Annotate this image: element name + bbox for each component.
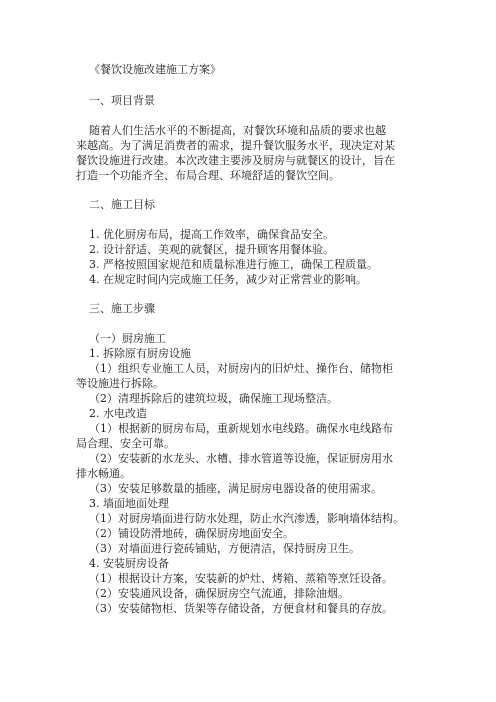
step-line: 3. 墙面地面处理 [89,497,169,510]
step-line: （2）安装新的水龙头、水槽、排水管道等设施，保证厨房用水 [89,452,393,465]
document-title: 《餐饮设施改建施工方案》 [89,63,221,76]
step-line: 2. 水电改造 [89,407,147,420]
step-line: （3）对墙面进行瓷砖铺贴，方便清洁，保持厨房卫生。 [89,542,360,555]
step-line: 4. 安装厨房设备 [89,557,169,570]
step-line: （2）铺设防滑地砖，确保厨房地面安全。 [89,527,294,540]
step-line: （1）组织专业施工人员，对厨房内的旧炉灶、操作台、储物柜 [89,362,393,375]
step-line: 等设施进行拆除。 [76,377,164,390]
paragraph-line: 打造一个功能齐全、布局合理、环境舒适的餐饮空间。 [76,169,340,182]
paragraph-line: 来越高。为了满足消费者的需求，提升餐饮服务水平，现决定对某 [76,139,395,152]
goal-item: 4. 在规定时间内完成施工任务，减少对正常营业的影响。 [89,273,367,286]
section-heading-background: 一、项目背景 [89,94,155,107]
goal-item: 1. 优化厨房布局，提高工作效率，确保食品安全。 [89,228,334,241]
step-line: （1）根据新的厨房布局，重新规划水电线路。确保水电线路布 [89,422,393,435]
step-line: （1）对厨房墙面进行防水处理，防止水汽渗透，影响墙体结构。 [89,512,404,525]
step-line: （3）安装储物柜、货架等存储设备，方便食材和餐具的存放。 [89,602,393,615]
paragraph-line: 随着人们生活水平的不断提高，对餐饮环境和品质的要求也越 [89,124,386,137]
goal-item: 3. 严格按照国家规范和质量标准进行施工，确保工程质量。 [89,258,378,271]
step-line: （2）清理拆除后的建筑垃圾，确保施工现场整洁。 [89,392,338,405]
step-line: 1. 拆除原有厨房设施 [89,347,191,360]
goal-item: 2. 设计舒适、美观的就餐区，提升顾客用餐体验。 [89,243,334,256]
section-heading-steps: 三、施工步骤 [89,302,155,315]
step-line: （2）安装通风设备，确保厨房空气流通，排除油烟。 [89,587,349,600]
step-line: （3）安装足够数量的插座，满足厨房电器设备的使用需求。 [89,482,382,495]
step-line: 排水畅通。 [76,467,131,480]
step-line: （一）厨房施工 [89,332,166,345]
section-heading-goals: 二、施工目标 [89,198,155,211]
step-line: （1）根据设计方案，安装新的炉灶、烤箱、蒸箱等烹饪设备。 [89,572,393,585]
paragraph-line: 餐饮设施进行改建。本次改建主要涉及厨房与就餐区的设计，旨在 [76,154,395,167]
step-line: 局合理、安全可靠。 [76,437,175,450]
